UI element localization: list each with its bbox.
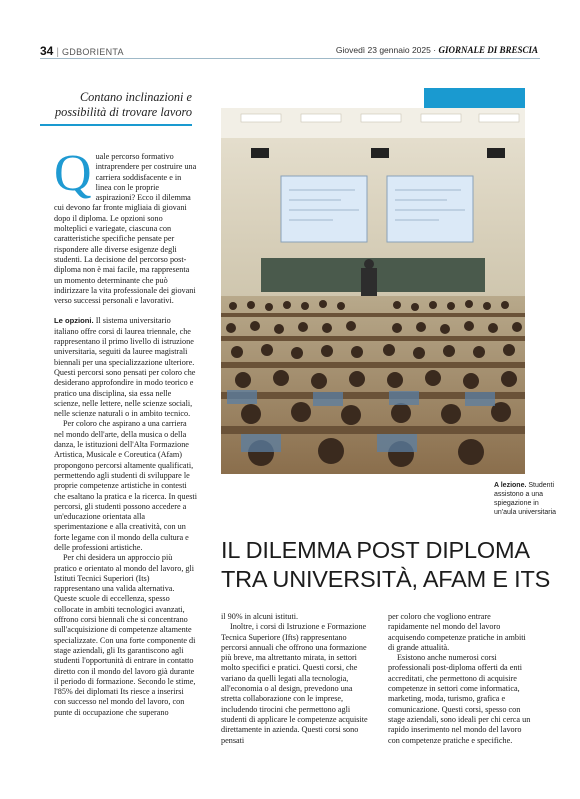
lecture-hall-illustration (221, 108, 525, 474)
article-column-1 (54, 145, 197, 718)
col3-paragraph-1: per coloro che vogliono entrare rapidamente nel mondo del lavoro acquisendo competenze pratiche in ambiti di grande attualità. (388, 612, 526, 652)
col2-paragraph-1: il 90% in alcuni istituti. (221, 612, 299, 621)
article-column-3 (388, 612, 532, 746)
kicker: Contano inclinazioni e possibilità di trovare lavoro (55, 90, 192, 119)
col2-paragraph-2: Inoltre, i corsi di Istruzione e Formazione Tecnica Superiore (Ifts) rappresentano percorsi annuali che offrono una formazione più breve, ma altrettanto mirata, in settori molto specifici e pratici. Questi corsi, che variano da quelli legati alla tecnologia, all'economia o al design, prevedono una stretta collaborazione con le imprese, includendo tirocini che permettono agli studenti di applicare le competenze acquisite direttamente in azienda. Questi corsi sono pensati (221, 622, 368, 745)
header-rule (40, 58, 540, 59)
subhead-options: Le opzioni. (54, 316, 94, 326)
intro-text: uale percorso formativo intraprendere per costruire una carriera soddisfacente e in linea con le proprie aspirazioni? Ecco il dilemma cui devono far fronte migliaia di giovani dopo il diploma. Le opzioni sono molteplici e variegate, ciascuna con caratteristiche specifiche pensate per rispondere alle diverse esigenze degli studenti. La decisione del percorso post-diploma non è mai facile, ma rappresenta un momento determinante che può indirizzare la vita professionale dei giovani verso successi personali e lavorativi. (54, 152, 197, 306)
page-header-right (336, 45, 538, 55)
header-dot: · (433, 45, 437, 55)
section-name: GDBORIENTA (61, 47, 124, 57)
article-column-2 (221, 612, 373, 746)
article-headline: IL DILEMMA POST DIPLOMA TRA UNIVERSITÀ, AFAM E ITS (221, 537, 551, 592)
accent-bar (424, 88, 525, 109)
page-header-left (40, 44, 124, 58)
caption-lead: A lezione. (494, 482, 527, 489)
afam-paragraph: Per coloro che aspirano a una carriera nel mondo dell'arte, della musica o della danza, le istituzioni dell'Alta Formazione Artistica, Musicale e Coreutica (Afam) propongono percorsi altamente qualificati, permettendo agli studenti di sviluppare le proprie competenze artistiche in contesti che esaltano la pratica e la ricerca. In questi percorsi, gli studenti possono accedere a un'educazione orientata alla sperimentazione e alla creatività, con un forte legame con il mondo della cultura e delle professioni artistiche. (54, 419, 197, 552)
caption-text: Studenti assistono a una spiegazione in un'aula universitaria (494, 482, 557, 516)
issue-date: Giovedì 23 gennaio 2025 (335, 45, 431, 55)
publication-name: GIORNALE DI BRESCIA (438, 45, 538, 55)
col3-paragraph-2: Esistono anche numerosi corsi professionali post-diploma offerti da enti accreditati, che permettono di acquisire competenze in settori come informatica, marketing, moda, turismo, grafica e comunicazione. Questi corsi, spesso con stage aziendali, sono ideali per chi cerca un rapido inserimento nel mondo del lavoro con competenze pratiche e specifiche. (388, 653, 531, 745)
options-paragraph (54, 316, 197, 419)
options-text: Il sistema universitario italiano offre corsi di laurea triennale, che rappresentano il primo livello di istruzione universitaria, seguiti da lauree magistrali biennali per una specializzazione ulteriore. Questi percorsi sono pensati per coloro che desiderano approfondire in modo teorico e pratico una disciplina, sia essa nelle scienze, nelle lettere, nelle scienze sociali, nelle scienze naturali o in ambito tecnico. (54, 316, 196, 419)
header-separator: | (56, 47, 59, 58)
lecture-hall-photo (221, 108, 525, 474)
drop-cap: Q (54, 145, 92, 202)
its-paragraph: Per chi desidera un approccio più pratico e orientato al mondo del lavoro, gli Istituti Tecnici Superiori (Its) rappresentano una valida alternativa. Queste scuole di eccellenza, spesso collocate in ambiti tecnologici avanzati, offrono corsi biennali che si concentrano sull'acquisizione di competenze altamente specializzate. Con una forte componente di stage aziendali, gli Its garantiscono agli studenti l'opportunità di entrare in contatto diretto con il mondo del lavoro già durante il periodo di formazione. Secondo le stime, l'85% dei diplomati Its riesce a inserirsi con successo nel mondo del lavoro, con punte di occupazione che superano (54, 553, 196, 717)
page-number: 34 (40, 44, 54, 58)
intro-paragraph (54, 145, 197, 306)
photo-caption (494, 481, 558, 517)
kicker-rule (40, 124, 192, 126)
